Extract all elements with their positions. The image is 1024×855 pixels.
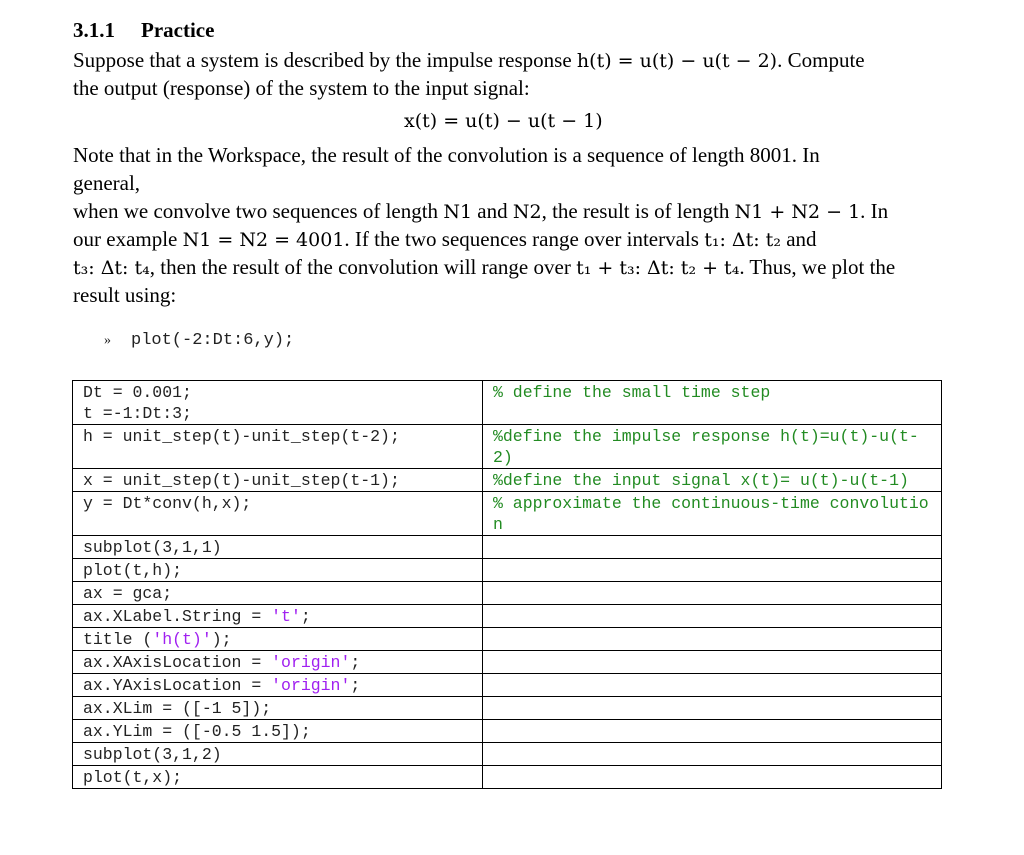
comment-cell [483, 743, 942, 766]
code-row [73, 720, 942, 743]
text-run: . In [860, 199, 889, 223]
code-string-literal: 'origin' [271, 653, 351, 672]
code-text: ax.XAxisLocation = [83, 653, 272, 672]
code-row [73, 536, 942, 559]
code-row [73, 469, 942, 492]
code-text: ); [211, 630, 232, 649]
code-line: plot(t,h); [83, 561, 183, 580]
code-row [73, 674, 942, 697]
text-run: . If the two sequences range over intervals [344, 227, 705, 251]
paragraph2-line1: Note that in the Workspace, the result of the convolution is a sequence of length 8001. In [73, 143, 820, 167]
code-cell [73, 492, 483, 536]
code-row [73, 425, 942, 469]
math-result-interval: t₁ + t₃: Δt: t₂ + t₄ [576, 257, 740, 279]
code-text: title ( [83, 630, 153, 649]
code-row [73, 381, 942, 425]
code-cell [73, 469, 483, 492]
code-line: y = Dt*conv(h,x); [83, 494, 252, 513]
code-cell [73, 720, 483, 743]
paragraph2-line5 [73, 253, 895, 282]
comment-cell [483, 766, 942, 789]
comment-cell: % define the small time step [483, 381, 942, 425]
code-string-literal: 'origin' [271, 676, 351, 695]
math-impulse-response: h(t) = u(t) − u(t − 2) [576, 50, 778, 72]
comment-cell [483, 674, 942, 697]
code-text: ax.XLabel.String = [83, 607, 272, 626]
code-line: ax = gca; [83, 584, 173, 603]
code-cell [73, 559, 483, 582]
code-cell [73, 743, 483, 766]
math-interval2: t₃: Δt: t₄ [73, 257, 150, 279]
section-number: 3.1.1 [73, 18, 115, 42]
code-row [73, 582, 942, 605]
comment-cell [483, 720, 942, 743]
code-cell [73, 381, 483, 425]
paragraph2-line6: result using: [73, 283, 177, 307]
plot-command [104, 331, 294, 350]
paragraph2-line2: general, [73, 171, 141, 195]
text-run: when we convolve two sequences of length [73, 199, 444, 223]
code-row [73, 628, 942, 651]
text-run: . Compute [777, 48, 865, 72]
math-length: N1 + N2 − 1 [734, 201, 861, 223]
code-cell [73, 697, 483, 720]
comment-cell [483, 536, 942, 559]
code-cell [73, 605, 483, 628]
math-n2: N2 [512, 201, 542, 223]
comment-cell: % approximate the continuous-time convolution [483, 492, 942, 536]
comment-cell [483, 628, 942, 651]
paragraph2-line4 [73, 225, 817, 254]
code-cell [73, 582, 483, 605]
text-run: Suppose that a system is described by the impulse response [73, 48, 577, 72]
code-row [73, 743, 942, 766]
code-line: ax.XLim = ([-1 5]); [83, 699, 272, 718]
text-run: and [780, 227, 817, 251]
code-cell [73, 674, 483, 697]
code-line: subplot(3,1,2) [83, 745, 222, 764]
code-line: ax.YLim = ([-0.5 1.5]); [83, 722, 311, 741]
code-line: subplot(3,1,1) [83, 538, 222, 557]
code-cell [73, 628, 483, 651]
plot-command-code: plot(-2:Dt:6,y); [131, 331, 295, 350]
code-line: t =-1:Dt:3; [83, 404, 192, 423]
code-string-literal: 'h(t)' [152, 630, 212, 649]
code-row [73, 492, 942, 536]
section-heading [73, 18, 214, 43]
code-text: ; [300, 607, 311, 626]
text-run: . Thus, we plot the [739, 255, 896, 279]
code-row [73, 697, 942, 720]
math-interval1: t₁: Δt: t₂ [704, 229, 781, 251]
code-line: x = unit_step(t)-unit_step(t-1); [83, 471, 400, 490]
code-string-literal: 't' [271, 607, 301, 626]
comment-cell [483, 605, 942, 628]
text-run: , the result is of length [541, 199, 735, 223]
section-title: Practice [141, 18, 215, 42]
code-cell [73, 766, 483, 789]
comment-cell: %define the impulse response h(t)=u(t)-u(t-2) [483, 425, 942, 469]
code-text: ; [350, 676, 361, 695]
text-run: , then the result of the convolution will range over [149, 255, 577, 279]
code-table [72, 380, 942, 789]
comment-cell: %define the input signal x(t)= u(t)-u(t-1) [483, 469, 942, 492]
paragraph1-line2: the output (response) of the system to the input signal: [73, 76, 530, 100]
code-line: h = unit_step(t)-unit_step(t-2); [83, 427, 400, 446]
code-line: Dt = 0.001; [83, 383, 192, 402]
code-row [73, 766, 942, 789]
code-row [73, 559, 942, 582]
input-signal-equation: x(t) = u(t) − u(t − 1) [404, 110, 603, 132]
code-row [73, 651, 942, 674]
comment-cell [483, 582, 942, 605]
math-n1: N1 [443, 201, 473, 223]
comment-cell [483, 559, 942, 582]
code-line: plot(t,x); [83, 768, 183, 787]
code-text: ax.YAxisLocation = [83, 676, 272, 695]
comment-cell [483, 697, 942, 720]
paragraph2-line3 [73, 197, 888, 226]
paragraph1-line1 [73, 46, 865, 75]
code-row [73, 605, 942, 628]
math-n-values: N1 = N2 = 4001 [182, 229, 345, 251]
code-cell [73, 425, 483, 469]
code-cell [73, 651, 483, 674]
text-run: our example [73, 227, 183, 251]
code-table-body [73, 381, 942, 789]
text-run: and [472, 199, 513, 223]
code-text: ; [350, 653, 361, 672]
code-cell [73, 536, 483, 559]
comment-cell [483, 651, 942, 674]
prompt-symbol: » [104, 333, 111, 348]
